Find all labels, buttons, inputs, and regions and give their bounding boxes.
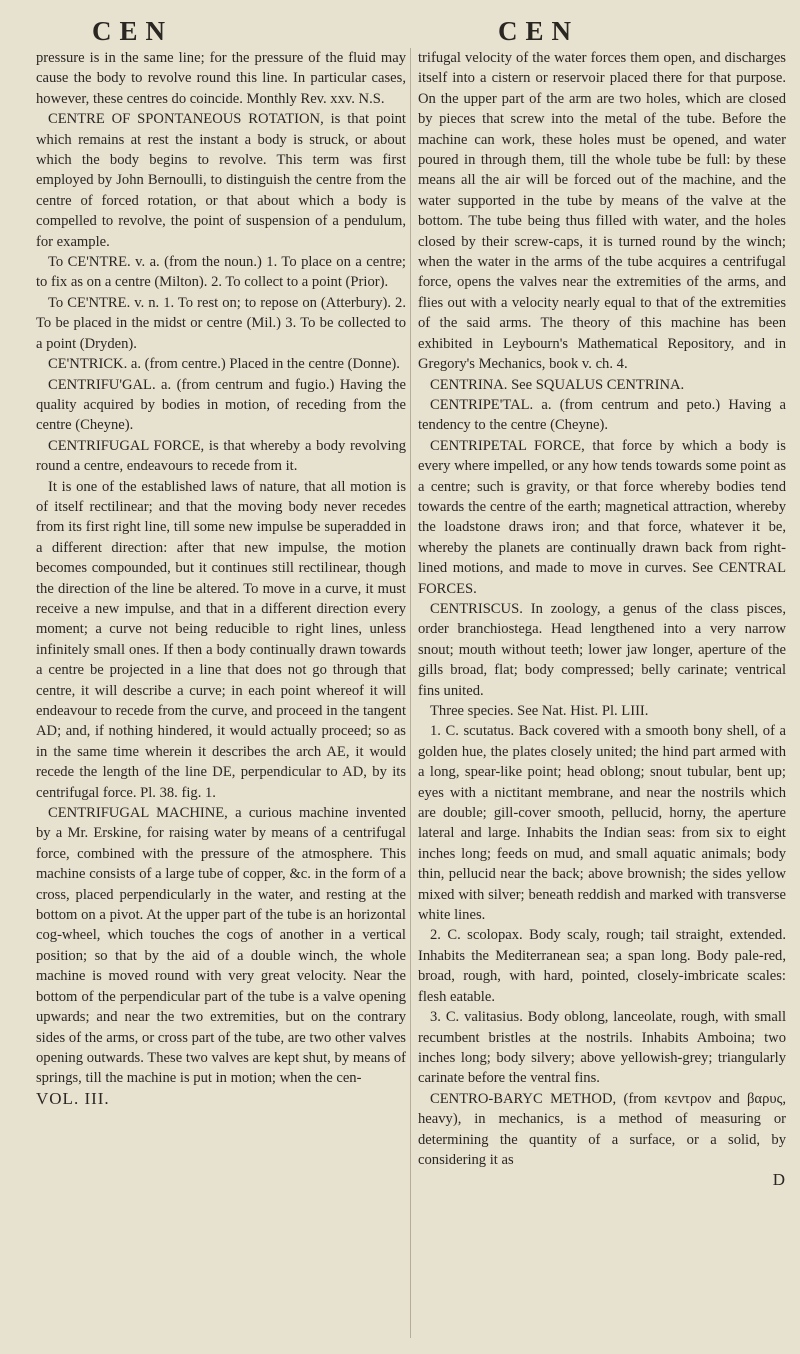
paragraph: CENTRINA. See SQUALUS CENTRINA.	[430, 376, 685, 393]
paragraph: It is one of the established laws of nature, that all motion is of itself rectilinear; and that the moving body never recedes from its first right line, till some new impulse be superadded in a different direction: after that new impulse, the motion becomes compounded, but it continues still rectilinear, though the direction of the line be altered. To move in a curve, it must receive a new impulse, and that in a different direction every moment; a curve not being reducible to right lines, unless infinitely small ones. If then a body continually drawn towards a centre be projected in a line that does not go through that centre, it will describe a curve; in each point whereof it will endeavour to recede from the curve, and proceed in the tangent AD; and, if nothing hindered, it would actually proceed; so as in the same time wherein it describes the arch AE, it would recede the length of the line DE, perpendicular to AD, by its centrifugal force. Pl. 38. fig. 1.	[36, 478, 406, 801]
catchword: D	[772, 1170, 786, 1190]
paragraph: CENTRE OF SPONTANEOUS ROTATION, is that point which remains at rest the instant a body is struck, or about which the body begins to revolve. This term was first employed by John Bernoulli, to distinguish the centre from the centre of forced rotation, or that about which a body is compelled to revolve, the point of suspension of a pendulum, for example.	[36, 111, 406, 250]
paragraph: CENTRISCUS. In zoology, a genus of the class pisces, order branchiostega. Head lengthened into a very narrow snout; mouth without teeth; lower jaw longer, aperture of the gills broad, flat; body compressed; belly carinate; ventrical fins united.	[418, 600, 786, 699]
paragraph: CENTRIPETAL FORCE, that force by which a body is every where impelled, or any how tends towards some point as a centre; such is gravity, or that force whereby bodies tend towards the centre of the earth; magnetical attraction, whereby the loadstone draws iron; and that force, whatever it be, whereby the planets are continually drawn back from right-lined motions, and made to move in curves. See CENTRAL FORCES.	[418, 437, 786, 597]
paragraph: To CE'NTRE. v. a. (from the noun.) 1. To place on a centre; to fix as on a centre (Milton). 2. To collect to a point (Prior).	[36, 254, 406, 291]
paragraph: CENTRO-BARYC METHOD, (from κεντρον and βαρυς, heavy), in mechanics, is a method of measuring or determining the quantity of a surface, or a solid, by considering it as	[418, 1090, 786, 1168]
paragraph: 3. C. valitasius. Body oblong, lanceolate, rough, with small recumbent bristles at the nostrils. Inhabits Amboina; two inches long; body silvery; above yellowish-grey; triangularly carinate before the ventral fins.	[418, 1009, 786, 1087]
signature-mark: VOL. III.	[36, 1088, 110, 1108]
paragraph: CENTRIFUGAL MACHINE, a curious machine invented by a Mr. Erskine, for raising water by means of a centrifugal force, combined with the pressure of the atmosphere. This machine consists of a large tube of copper, &c. in the form of a cross, placed perpendicularly in the water, and resting at the bottom on a pivot. At the upper part of the tube is an horizontal cog-wheel, which touches the cogs of another in a vertical position; so that by the aid of a double winch, the whole machine is moved round with very great velocity. Near the bottom of the perpendicular part of the tube is a valve opening upwards; and near the two extremities, but on the contrary sides of the arms, or cross part of the tube, are two other valves opening outwards. These two valves are kept shut, by means of springs, till the machine is put in motion; when the cen-	[36, 805, 406, 1087]
paragraph: pressure is in the same line; for the pressure of the fluid may cause the body to revolve round this line. In particular cases, however, these centres do coincide. Monthly Rev. xxv. N.S.	[36, 50, 406, 107]
paragraph: Three species. See Nat. Hist. Pl. LIII.	[430, 703, 649, 719]
column-divider	[410, 48, 411, 1338]
paragraph: CENTRIPE'TAL. a. (from centrum and peto.) Having a tendency to the centre (Cheyne).	[418, 396, 786, 434]
paragraph: CENTRIFUGAL FORCE, is that whereby a body revolving round a centre, endeavours to recede from it.	[36, 437, 406, 475]
paragraph: CENTRIFU'GAL. a. (from centrum and fugio.) Having the quality acquired by bodies in motion, of receding from the centre (Cheyne).	[36, 376, 406, 434]
paragraph: To CE'NTRE. v. n. 1. To rest on; to repose on (Atterbury). 2. To be placed in the midst or centre (Mil.) 3. To be collected to a point (Dryden).	[36, 294, 406, 352]
running-head-right: CEN	[498, 16, 580, 46]
paragraph: 2. C. scolopax. Body scaly, rough; tail straight, extended. Inhabits the Mediterranean sea; a span long. Body pale-red, broad, rough, with hard, pointed, closely-imbricate scales: flesh eatable.	[418, 927, 786, 1005]
paragraph: 1. C. scutatus. Back covered with a smooth bony shell, of a golden hue, the plates closely united; the hind part armed with a long, spear-like point; head oblong; snout tubular, bent up; eyes with a nictitant membrane, and near the nostrils which are double; gill-cover smooth, pellucid, horny, the aperture lateral and large. Inhabits the Indian seas: from six to eight inches long; feeds on mud, and small aquatic animals; body thin, pellucid near the back; above brownish; the sides yellow mixed with silver; beneath reddish and marked with transverse white lines.	[418, 723, 786, 924]
left-column	[36, 48, 406, 1109]
paragraph: trifugal velocity of the water forces them open, and discharges itself into a cistern or reservoir placed there for that purpose. On the upper part of the arm are two holes, which are closed by pieces that screw into the metal of the tube. Before the machine can work, these holes must be opened, and water poured in through them, till the whole tube be full: by these means all the air will be forced out of the machine, and the water supported in the tube by means of the valve at the bottom. The tube being thus filled with water, and the holes closed by their screw-caps, it is turned round by the winch; when the water in the arms of the tube acquires a centrifugal force, opens the valves near the extremities of the arms, and flies out with a velocity nearly equal to that of the extremities of the said arms. The theory of this machine has been exhibited in Leybourn's Mathematical Repository, and in Gregory's Mechanics, book v. ch. 4.	[418, 50, 786, 373]
paragraph: CE'NTRICK. a. (from centre.) Placed in the centre (Donne).	[48, 356, 400, 373]
right-column	[418, 48, 786, 1191]
running-head-left: CEN	[92, 16, 174, 46]
